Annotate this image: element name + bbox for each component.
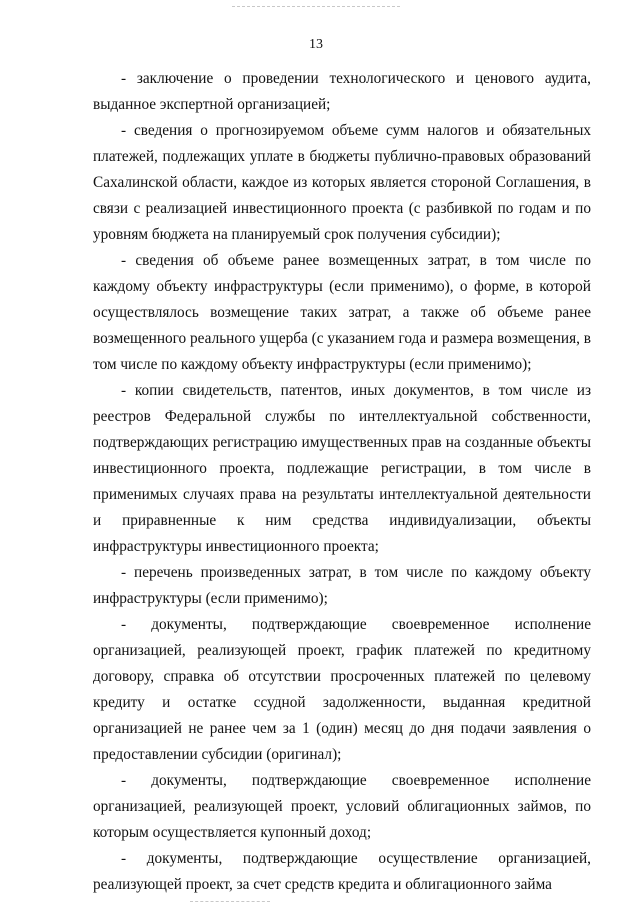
scan-edge-bottom	[190, 901, 270, 902]
paragraph-tax-forecast: - сведения о прогнозируемом объеме сумм налогов и обязательных платежей, подлежащих уплате в бюджеты публично-правовых образований Сахалинской области, каждое из которых является стороной Соглашения, в связи с реализацией инвестиционного проекта (с разбивкой по годам и по уровням бюджета на планируемый срок получения субсидии);	[93, 122, 591, 243]
page-number: 13	[309, 37, 323, 52]
document-body	[93, 66, 591, 898]
paragraph-financing-documents: - документы, подтверждающие осуществление организацией, реализующей проект, за счет средств кредита и облигационного займа	[93, 850, 591, 893]
paragraph-reimbursed-costs: - сведения об объеме ранее возмещенных затрат, в том числе по каждому объекту инфраструктуры (если применимо), о форме, в которой осуществлялось возмещение таких затрат, а также об объеме ранее возмещенного реального ущерба (с указанием года и размера возмещения, в том числе по каждому объекту инфраструктуры (если применимо);	[93, 252, 591, 373]
paragraph-audit-conclusion: - заключение о проведении технологического и ценового аудита, выданное экспертной организацией;	[93, 70, 591, 113]
paragraph-bond-documents: - документы, подтверждающие своевременное исполнение организацией, реализующей проект, условий облигационных займов, по которым осуществляется купонный доход;	[93, 772, 591, 841]
paragraph-costs-list: - перечень произведенных затрат, в том числе по каждому объекту инфраструктуры (если применимо);	[93, 564, 591, 607]
paragraph-patent-copies: - копии свидетельств, патентов, иных документов, в том числе из реестров Федеральной службы по интеллектуальной собственности, подтверждающих регистрацию имущественных прав на созданные объекты инвестиционного проекта, подлежащие регистрации, в том числе в применимых случаях права на результаты интеллектуальной деятельности и приравненные к ним средства индивидуализации, объекты инфраструктуры инвестиционного проекта;	[93, 382, 591, 555]
paragraph-credit-documents: - документы, подтверждающие своевременное исполнение организацией, реализующей проект, график платежей по кредитному договору, справка об отсутствии просроченных платежей по целевому кредиту и остатке ссудной задолженности, выданная кредитной организацией не ранее чем за 1 (один) месяц до дня подачи заявления о предоставлении субсидии (оригинал);	[93, 616, 591, 763]
scan-edge-top	[232, 6, 400, 7]
